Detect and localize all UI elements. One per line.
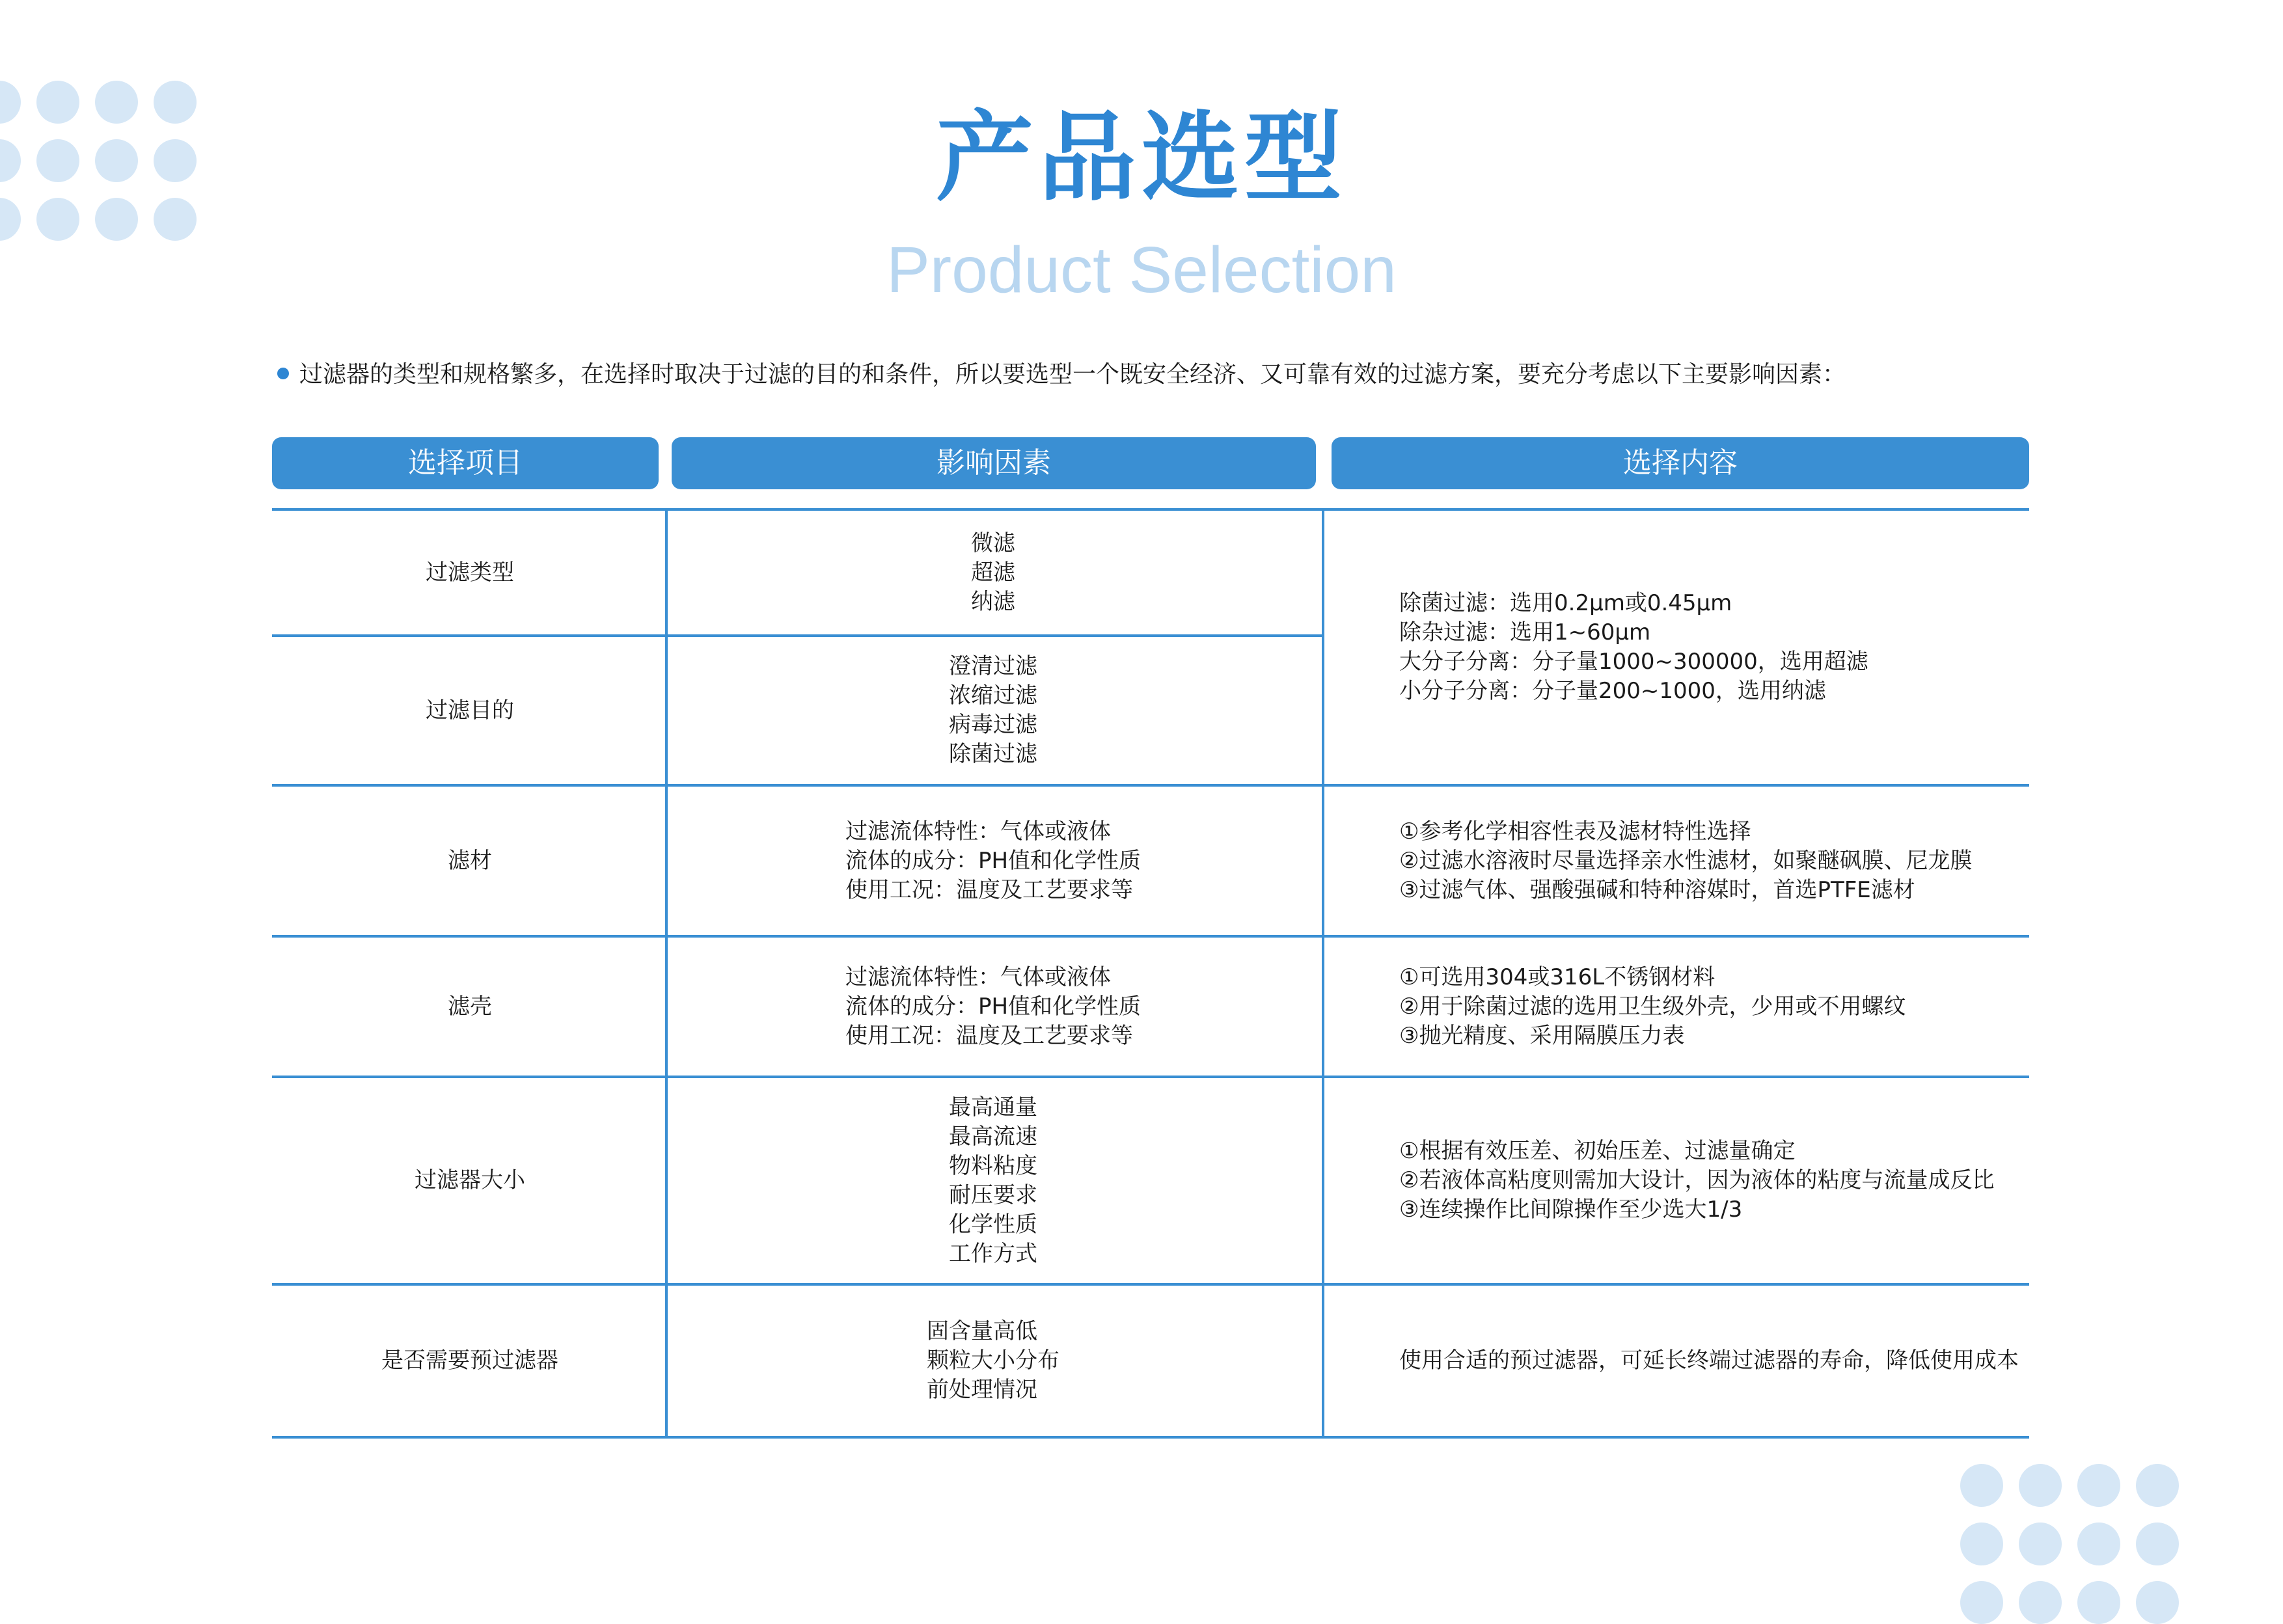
table-cell-item: 过滤类型 — [426, 559, 514, 586]
factor-line: 最高通量 — [949, 1094, 1037, 1120]
bullet-icon — [277, 368, 289, 379]
table-cell-content — [1399, 938, 2050, 1076]
factor-line: 流体的成分：PH值和化学性质 — [845, 993, 1142, 1020]
content-line: 小分子分离：分子量200~1000，选用纳滤 — [1399, 678, 1826, 704]
content-line: 除杂过滤：选用1~60μm — [1399, 619, 1651, 645]
table-cell-item: 过滤目的 — [426, 697, 514, 724]
header-selection-content: 选择内容 — [1332, 437, 2029, 489]
factor-line: 工作方式 — [949, 1240, 1037, 1267]
content-line: 大分子分离：分子量1000~300000，选用超滤 — [1399, 649, 1868, 675]
factor-line: 使用工况：温度及工艺要求等 — [845, 1022, 1133, 1049]
factor-line: 过滤流体特性：气体或液体 — [845, 818, 1111, 845]
content-line: ①根据有效压差、初始压差、过滤量确定 — [1399, 1138, 1796, 1164]
factor-line: 超滤 — [971, 559, 1015, 586]
content-line: ①参考化学相容性表及滤材特性选择 — [1399, 818, 1751, 845]
factor-line: 过滤流体特性：气体或液体 — [845, 964, 1111, 990]
table-col-divider-2 — [1322, 509, 1324, 1437]
factor-line: 浓缩过滤 — [949, 683, 1037, 709]
factor-line: 物料粘度 — [949, 1152, 1037, 1179]
decorative-dots-bottom-right — [1960, 1464, 2179, 1624]
factor-line: 颗粒大小分布 — [927, 1347, 1059, 1374]
factor-line: 病毒过滤 — [949, 712, 1037, 738]
factor-line: 前处理情况 — [927, 1377, 1037, 1403]
table-cell-factors — [668, 938, 1319, 1076]
factor-line: 纳滤 — [971, 588, 1015, 615]
content-line: 除菌过滤：选用0.2μm或0.45μm — [1399, 590, 1732, 616]
table-cell-factors — [668, 787, 1319, 935]
table-cell-item: 过滤器大小 — [415, 1167, 525, 1193]
page-subtitle: Product Selection — [886, 234, 1397, 306]
table-cell-content — [1399, 1286, 2050, 1436]
table-cell-item: 是否需要预过滤器 — [381, 1347, 558, 1374]
content-line: ②过滤水溶液时尽量选择亲水性滤材，如聚醚砜膜、尼龙膜 — [1399, 847, 1973, 874]
factor-line: 除菌过滤 — [949, 741, 1037, 767]
factor-line: 固含量高低 — [927, 1318, 1037, 1344]
factor-line: 最高流速 — [949, 1123, 1037, 1150]
table-cell-item: 滤材 — [448, 847, 492, 874]
table-cell-factors — [668, 1286, 1319, 1436]
factor-line: 澄清过滤 — [949, 653, 1037, 679]
table-cell-factors — [668, 511, 1319, 634]
table-cell-content — [1399, 1078, 2050, 1283]
factor-line: 流体的成分：PH值和化学性质 — [845, 847, 1142, 874]
table-cell-item: 滤壳 — [448, 993, 492, 1020]
factor-line: 化学性质 — [949, 1211, 1037, 1238]
content-line: ③抛光精度、采用隔膜压力表 — [1399, 1022, 1685, 1049]
table-cell-content-merged — [1399, 511, 2050, 784]
page-title: 产品选型 — [935, 102, 1347, 215]
intro-paragraph — [277, 359, 1846, 390]
header-influence-factors: 影响因素 — [672, 437, 1316, 489]
factor-line: 微滤 — [971, 530, 1015, 556]
table-cell-factors — [668, 1078, 1319, 1283]
content-line: ②若液体高粘度则需加大设计，因为液体的粘度与流量成反比 — [1399, 1167, 1995, 1193]
content-line: ③过滤气体、强酸强碱和特种溶媒时，首选PTFE滤材 — [1399, 876, 1915, 903]
table-cell-content — [1399, 787, 2050, 935]
content-line: ①可选用304或316L不锈钢材料 — [1399, 964, 1716, 990]
content-line: 使用合适的预过滤器，可延长终端过滤器的寿命，降低使用成本 — [1399, 1347, 2019, 1374]
content-line: ③连续操作比间隙操作至少选大1/3 — [1399, 1197, 1743, 1223]
factor-line: 耐压要求 — [949, 1182, 1037, 1208]
content-line: ②用于除菌过滤的选用卫生级外壳，少用或不用螺纹 — [1399, 993, 1906, 1020]
header-selection-item: 选择项目 — [272, 437, 659, 489]
intro-text: 过滤器的类型和规格繁多，在选择时取决于过滤的目的和条件，所以要选型一个既安全经济、又可靠有效的过滤方案，要充分考虑以下主要影响因素： — [299, 361, 1846, 388]
table-cell-factors — [668, 637, 1319, 784]
factor-line: 使用工况：温度及工艺要求等 — [845, 876, 1133, 903]
table-line-bottom — [272, 1436, 2029, 1439]
